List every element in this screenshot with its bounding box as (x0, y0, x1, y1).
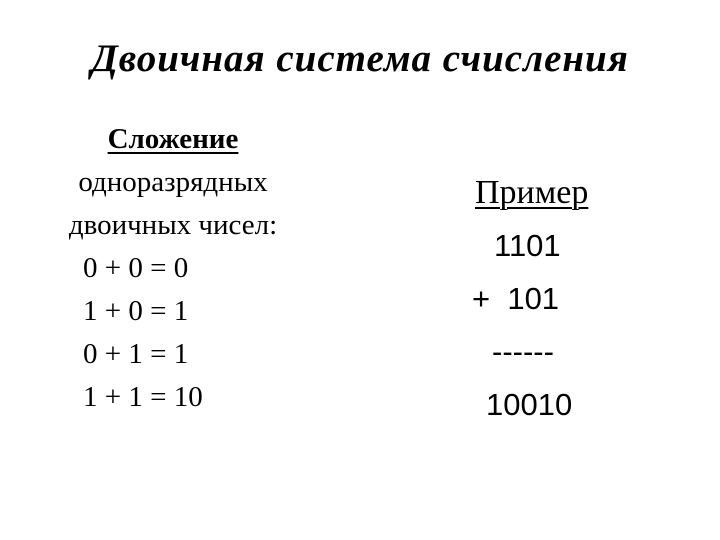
rule-0-plus-0: 0 + 0 = 0 (83, 252, 189, 284)
subtitle-line-2: двоичных чисел: (68, 209, 278, 241)
rule-0-plus-1: 0 + 1 = 1 (83, 338, 189, 370)
example-operand-2: + 101 (472, 281, 560, 316)
rule-1-plus-1: 1 + 1 = 10 (83, 381, 203, 413)
rule-1-plus-0: 1 + 0 = 1 (83, 295, 189, 327)
example-operand-1: 1101 (494, 228, 561, 263)
addition-heading: Сложение (107, 123, 239, 155)
example-separator: ------ (492, 334, 554, 369)
example-result: 10010 (486, 387, 573, 422)
slide-title: Двоичная система счисления (91, 37, 629, 80)
example-block (470, 166, 588, 431)
addition-rules-block (28, 118, 318, 419)
example-label: Пример (475, 174, 589, 211)
subtitle-line-1: одноразрядных (78, 166, 268, 198)
